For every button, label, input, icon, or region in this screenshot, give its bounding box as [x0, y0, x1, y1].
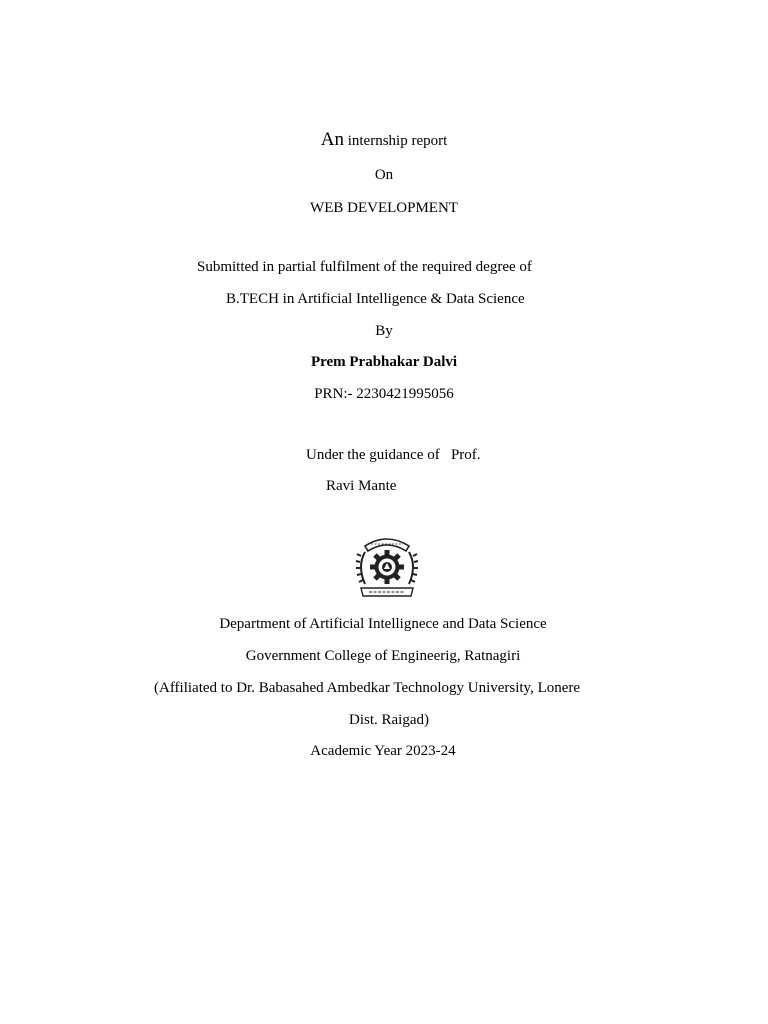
title-rest: internship report — [343, 133, 448, 149]
student-name: Prem Prabhakar Dalvi — [310, 354, 458, 370]
university-emblem-icon — [351, 530, 423, 602]
college-name: Government College of Engineerig, Ratnagiri — [245, 648, 521, 664]
student-prn: PRN:- 2230421995056 — [314, 386, 454, 402]
department-name: Department of Artificial Intellignece and Data Science — [219, 616, 547, 632]
submitted-statement: Submitted in partial fulfilment of the required degree of — [197, 259, 532, 275]
report-title — [0, 131, 768, 150]
affiliation-statement: (Affiliated to Dr. Babasahed Ambedkar Technology University, Lonere — [154, 680, 581, 696]
report-topic: WEB DEVELOPMENT — [310, 200, 458, 216]
degree-name: B.TECH in Artificial Intelligence & Data Science — [226, 291, 525, 307]
guidance-statement: Under the guidance of Prof. — [306, 447, 481, 463]
academic-year: Academic Year 2023-24 — [310, 743, 456, 759]
guide-name: Ravi Mante — [326, 478, 397, 494]
district-name: Dist. Raigad) — [349, 712, 429, 728]
title-prefix: An — [320, 129, 344, 150]
by-label: By — [375, 323, 393, 339]
on-label: On — [374, 167, 394, 183]
